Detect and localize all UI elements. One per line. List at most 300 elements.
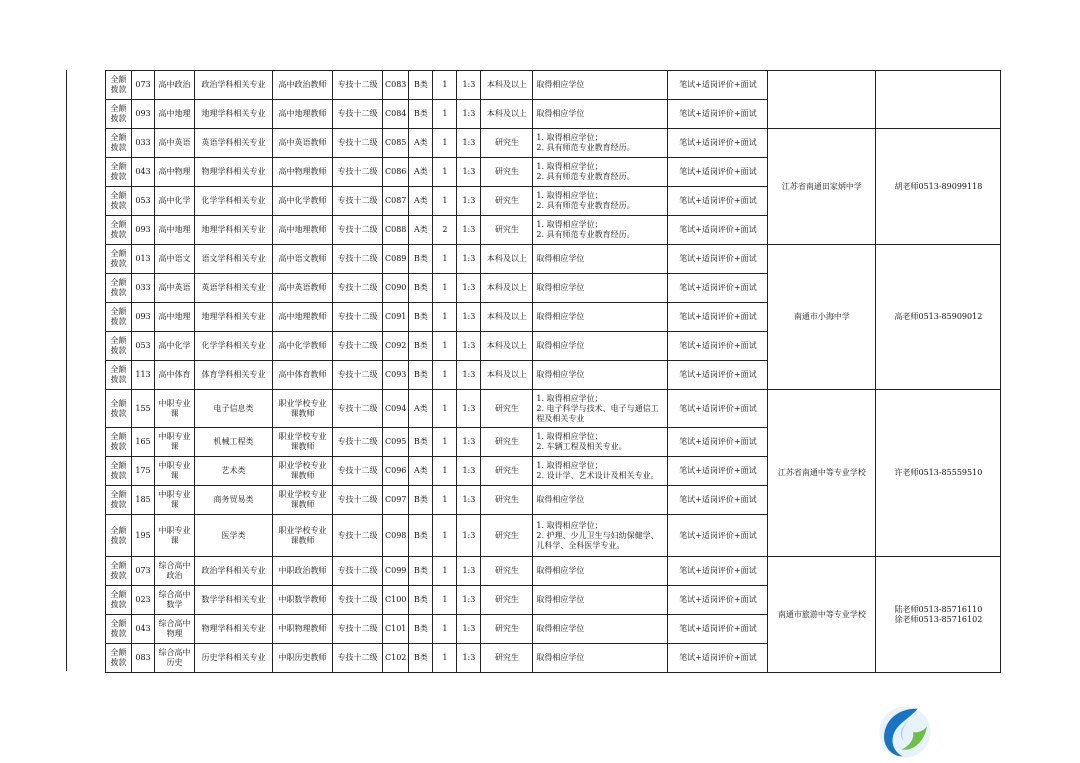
cell-education: 研究生 [481, 187, 533, 216]
cell-code: 053 [132, 187, 155, 216]
cell-ratio: 1:3 [457, 187, 481, 216]
cell-count: 1 [433, 586, 457, 615]
cell-level: 专技十二级 [333, 615, 383, 644]
cell-requirements [533, 428, 668, 457]
cell-pos-code: C094 [383, 390, 409, 428]
cell-education: 本科及以上 [481, 274, 533, 303]
cell-position: 高中化学教师 [273, 332, 333, 361]
cell-subject: 综合高中政治 [155, 557, 195, 586]
cell-code: 165 [132, 428, 155, 457]
cell-contact [876, 71, 1001, 129]
cell-subject: 高中地理 [155, 216, 195, 245]
cell-exam: 笔试+适岗评价+面试 [668, 557, 768, 586]
cell-funding: 全额拨款 [106, 158, 132, 187]
cell-pos-code: C095 [383, 428, 409, 457]
cell-level: 专技十二级 [333, 361, 383, 390]
cell-requirements [533, 586, 668, 615]
requirement-line: 2. 电子科学与技术、电子与通信工程及相关专业 [536, 403, 659, 423]
cell-subject: 中职专业课 [155, 515, 195, 557]
table-row [106, 129, 1001, 158]
cell-funding: 全额拨款 [106, 486, 132, 515]
cell-requirements [533, 457, 668, 486]
cell-major: 物理学科相关专业 [195, 615, 273, 644]
cell-position: 高中语文教师 [273, 245, 333, 274]
cell-position: 高中化学教师 [273, 187, 333, 216]
cell-major: 政治学科相关专业 [195, 71, 273, 100]
cell-count: 1 [433, 361, 457, 390]
cell-pos-code: C084 [383, 100, 409, 129]
cell-subject: 中职专业课 [155, 428, 195, 457]
requirement-line: 1. 取得相应学位； [536, 520, 603, 530]
cell-subject: 高中地理 [155, 100, 195, 129]
cell-subject: 高中体育 [155, 361, 195, 390]
requirement-line: 取得相应学位 [536, 254, 585, 263]
cell-category: B类 [409, 303, 433, 332]
cell-education: 研究生 [481, 586, 533, 615]
requirement-line: 取得相应学位 [536, 80, 585, 89]
contact-line: 陆老师0513-85716110 [894, 604, 983, 614]
cell-pos-code: C090 [383, 274, 409, 303]
cell-major: 体育学科相关专业 [195, 361, 273, 390]
cell-code: 033 [132, 274, 155, 303]
cell-code: 043 [132, 158, 155, 187]
cell-subject: 高中英语 [155, 129, 195, 158]
cell-category: B类 [409, 332, 433, 361]
cell-count: 1 [433, 557, 457, 586]
cell-requirements [533, 644, 668, 673]
cell-major: 化学学科相关专业 [195, 332, 273, 361]
cell-pos-code: C086 [383, 158, 409, 187]
cell-education: 本科及以上 [481, 361, 533, 390]
cell-ratio: 1:3 [457, 644, 481, 673]
cell-ratio: 1:3 [457, 361, 481, 390]
cell-code: 053 [132, 332, 155, 361]
cell-major: 语文学科相关专业 [195, 245, 273, 274]
cell-level: 专技十二级 [333, 457, 383, 486]
cell-count: 1 [433, 644, 457, 673]
cell-subject: 高中英语 [155, 274, 195, 303]
cell-ratio: 1:3 [457, 274, 481, 303]
cell-requirements [533, 100, 668, 129]
cell-exam: 笔试+适岗评价+面试 [668, 332, 768, 361]
cell-category: A类 [409, 129, 433, 158]
cell-code: 113 [132, 361, 155, 390]
cell-ratio: 1:3 [457, 303, 481, 332]
requirement-line: 2. 具有师范专业教育经历。 [536, 201, 635, 210]
cell-subject: 高中语文 [155, 245, 195, 274]
cell-exam: 笔试+适岗评价+面试 [668, 428, 768, 457]
cell-ratio: 1:3 [457, 457, 481, 486]
cell-education: 研究生 [481, 557, 533, 586]
cell-count: 1 [433, 245, 457, 274]
cell-major: 医学类 [195, 515, 273, 557]
cell-school: 江苏省南通田家炳中学 [768, 129, 876, 245]
requirement-line: 取得相应学位 [536, 495, 585, 504]
cell-funding: 全额拨款 [106, 361, 132, 390]
cell-level: 专技十二级 [333, 216, 383, 245]
cell-position: 高中地理教师 [273, 100, 333, 129]
requirement-line: 1. 取得相应学位； [536, 133, 603, 142]
cell-pos-code: C088 [383, 216, 409, 245]
cell-level: 专技十二级 [333, 274, 383, 303]
cell-requirements [533, 486, 668, 515]
cell-ratio: 1:3 [457, 129, 481, 158]
cell-education: 本科及以上 [481, 100, 533, 129]
cell-ratio: 1:3 [457, 71, 481, 100]
cell-major: 地理学科相关专业 [195, 216, 273, 245]
cell-contact [876, 129, 1001, 245]
table-row [106, 390, 1001, 428]
cell-exam: 笔试+适岗评价+面试 [668, 187, 768, 216]
cell-category: A类 [409, 390, 433, 428]
cell-position: 高中政治教师 [273, 71, 333, 100]
cell-requirements [533, 274, 668, 303]
cell-exam: 笔试+适岗评价+面试 [668, 457, 768, 486]
cell-funding: 全额拨款 [106, 557, 132, 586]
cell-requirements [533, 158, 668, 187]
requirement-line: 2. 设计学、艺术设计及相关专业。 [536, 471, 659, 480]
cell-major: 机械工程类 [195, 428, 273, 457]
contact-line: 高老师0513-85909012 [894, 312, 983, 321]
cell-funding: 全额拨款 [106, 303, 132, 332]
cell-category: B类 [409, 615, 433, 644]
cell-subject: 中职专业课 [155, 486, 195, 515]
cell-ratio: 1:3 [457, 515, 481, 557]
cell-count: 1 [433, 390, 457, 428]
cell-code: 073 [132, 71, 155, 100]
cell-count: 2 [433, 216, 457, 245]
cell-contact [876, 245, 1001, 390]
cell-position: 职业学校专业课教师 [273, 515, 333, 557]
cell-ratio: 1:3 [457, 557, 481, 586]
requirement-line: 1. 取得相应学位； [536, 162, 603, 171]
cell-major: 政治学科相关专业 [195, 557, 273, 586]
requirement-line: 取得相应学位 [536, 370, 585, 379]
cell-exam: 笔试+适岗评价+面试 [668, 274, 768, 303]
cell-pos-code: C100 [383, 586, 409, 615]
cell-category: B类 [409, 486, 433, 515]
cell-subject: 中职专业课 [155, 457, 195, 486]
cell-education: 本科及以上 [481, 71, 533, 100]
cell-requirements [533, 303, 668, 332]
cell-education: 研究生 [481, 515, 533, 557]
cell-funding: 全额拨款 [106, 274, 132, 303]
cell-count: 1 [433, 100, 457, 129]
cell-subject: 高中物理 [155, 158, 195, 187]
page-margin-rule [66, 70, 67, 671]
requirement-line: 1. 取得相应学位； [536, 461, 603, 470]
cell-position: 高中地理教师 [273, 216, 333, 245]
cell-level: 专技十二级 [333, 486, 383, 515]
cell-position: 高中英语教师 [273, 274, 333, 303]
cell-education: 本科及以上 [481, 332, 533, 361]
cell-exam: 笔试+适岗评价+面试 [668, 245, 768, 274]
cell-pos-code: C089 [383, 245, 409, 274]
cell-school: 南通市旅游中等专业学校 [768, 557, 876, 673]
cell-requirements [533, 615, 668, 644]
cell-category: A类 [409, 158, 433, 187]
cell-count: 1 [433, 428, 457, 457]
cell-requirements [533, 129, 668, 158]
cell-ratio: 1:3 [457, 428, 481, 457]
cell-education: 本科及以上 [481, 245, 533, 274]
cell-pos-code: C102 [383, 644, 409, 673]
cell-position: 职业学校专业课教师 [273, 457, 333, 486]
cell-exam: 笔试+适岗评价+面试 [668, 71, 768, 100]
cell-education: 研究生 [481, 428, 533, 457]
cell-exam: 笔试+适岗评价+面试 [668, 100, 768, 129]
cell-exam: 笔试+适岗评价+面试 [668, 158, 768, 187]
contact-line: 胡老师0513-89099118 [894, 181, 983, 191]
cell-level: 专技十二级 [333, 332, 383, 361]
cell-funding: 全额拨款 [106, 586, 132, 615]
cell-requirements [533, 245, 668, 274]
cell-code: 195 [132, 515, 155, 557]
cell-funding: 全额拨款 [106, 515, 132, 557]
cell-exam: 笔试+适岗评价+面试 [668, 216, 768, 245]
requirement-line: 2. 具有师范专业教育经历。 [536, 143, 635, 152]
cell-exam: 笔试+适岗评价+面试 [668, 515, 768, 557]
cell-exam: 笔试+适岗评价+面试 [668, 615, 768, 644]
cell-subject: 综合高中物理 [155, 615, 195, 644]
cell-pos-code: C087 [383, 187, 409, 216]
cell-category: B类 [409, 586, 433, 615]
cell-requirements [533, 557, 668, 586]
cell-education: 研究生 [481, 216, 533, 245]
cell-funding: 全额拨款 [106, 100, 132, 129]
cell-count: 1 [433, 486, 457, 515]
cell-requirements [533, 216, 668, 245]
cell-level: 专技十二级 [333, 586, 383, 615]
contact-line: 徐老师0513-85716102 [894, 614, 983, 624]
table-body [106, 71, 1001, 673]
cell-position: 中职物理教师 [273, 615, 333, 644]
requirement-line: 取得相应学位 [536, 595, 585, 604]
cell-level: 专技十二级 [333, 245, 383, 274]
cell-pos-code: C098 [383, 515, 409, 557]
cell-position: 高中物理教师 [273, 158, 333, 187]
cell-position: 高中地理教师 [273, 303, 333, 332]
cell-count: 1 [433, 303, 457, 332]
cell-count: 1 [433, 187, 457, 216]
requirement-line: 取得相应学位 [536, 341, 585, 350]
cell-category: A类 [409, 187, 433, 216]
cell-category: B类 [409, 557, 433, 586]
cell-category: B类 [409, 515, 433, 557]
cell-pos-code: C085 [383, 129, 409, 158]
cell-level: 专技十二级 [333, 303, 383, 332]
leaf-swirl-logo-icon [876, 703, 934, 761]
cell-code: 083 [132, 644, 155, 673]
cell-pos-code: C091 [383, 303, 409, 332]
cell-funding: 全额拨款 [106, 129, 132, 158]
cell-code: 033 [132, 129, 155, 158]
cell-category: A类 [409, 457, 433, 486]
cell-code: 093 [132, 100, 155, 129]
cell-funding: 全额拨款 [106, 245, 132, 274]
cell-code: 093 [132, 303, 155, 332]
cell-exam: 笔试+适岗评价+面试 [668, 486, 768, 515]
cell-subject: 高中化学 [155, 187, 195, 216]
cell-major: 艺术类 [195, 457, 273, 486]
contact-line: 许老师0513-85559510 [894, 468, 983, 477]
requirement-line: 取得相应学位 [536, 653, 585, 662]
cell-education: 研究生 [481, 158, 533, 187]
cell-exam: 笔试+适岗评价+面试 [668, 586, 768, 615]
requirement-line: 1. 取得相应学位； [536, 432, 603, 441]
cell-subject: 高中政治 [155, 71, 195, 100]
cell-major: 物理学科相关专业 [195, 158, 273, 187]
cell-funding: 全额拨款 [106, 457, 132, 486]
cell-level: 专技十二级 [333, 390, 383, 428]
requirement-line: 取得相应学位 [536, 109, 585, 118]
requirement-line: 2. 护理、少儿卫生与妇幼保健学、儿科学、全科医学专业。 [536, 530, 659, 550]
cell-category: B类 [409, 361, 433, 390]
cell-requirements [533, 515, 668, 557]
cell-position: 高中体育教师 [273, 361, 333, 390]
cell-position: 中职政治教师 [273, 557, 333, 586]
requirement-line: 取得相应学位 [536, 566, 585, 575]
cell-education: 研究生 [481, 644, 533, 673]
cell-pos-code: C099 [383, 557, 409, 586]
cell-major: 英语学科相关专业 [195, 129, 273, 158]
cell-exam: 笔试+适岗评价+面试 [668, 390, 768, 428]
cell-requirements [533, 71, 668, 100]
cell-requirements [533, 390, 668, 428]
cell-level: 专技十二级 [333, 644, 383, 673]
cell-exam: 笔试+适岗评价+面试 [668, 361, 768, 390]
cell-count: 1 [433, 332, 457, 361]
cell-major: 地理学科相关专业 [195, 100, 273, 129]
requirement-line: 2. 具有师范专业教育经历。 [536, 230, 635, 239]
cell-category: B类 [409, 428, 433, 457]
cell-ratio: 1:3 [457, 100, 481, 129]
cell-count: 1 [433, 615, 457, 644]
cell-funding: 全额拨款 [106, 71, 132, 100]
cell-major: 电子信息类 [195, 390, 273, 428]
cell-ratio: 1:3 [457, 586, 481, 615]
cell-count: 1 [433, 158, 457, 187]
cell-level: 专技十二级 [333, 129, 383, 158]
cell-funding: 全额拨款 [106, 390, 132, 428]
requirement-line: 2. 具有师范专业教育经历。 [536, 172, 635, 181]
cell-major: 化学学科相关专业 [195, 187, 273, 216]
cell-school: 南通市小海中学 [768, 245, 876, 390]
cell-funding: 全额拨款 [106, 428, 132, 457]
cell-category: A类 [409, 216, 433, 245]
requirement-line: 取得相应学位 [536, 283, 585, 292]
requirement-line: 取得相应学位 [536, 312, 585, 321]
cell-requirements [533, 332, 668, 361]
cell-count: 1 [433, 515, 457, 557]
cell-major: 商务贸易类 [195, 486, 273, 515]
cell-position: 高中英语教师 [273, 129, 333, 158]
cell-code: 013 [132, 245, 155, 274]
cell-subject: 综合高中数学 [155, 586, 195, 615]
cell-position: 职业学校专业课教师 [273, 428, 333, 457]
cell-subject: 高中地理 [155, 303, 195, 332]
cell-funding: 全额拨款 [106, 644, 132, 673]
cell-position: 职业学校专业课教师 [273, 486, 333, 515]
cell-requirements [533, 187, 668, 216]
cell-count: 1 [433, 274, 457, 303]
cell-ratio: 1:3 [457, 158, 481, 187]
recruitment-table [105, 70, 1001, 673]
requirement-line: 1. 取得相应学位； [536, 191, 603, 200]
cell-code: 093 [132, 216, 155, 245]
cell-category: B类 [409, 245, 433, 274]
cell-position: 职业学校专业课教师 [273, 390, 333, 428]
cell-education: 研究生 [481, 390, 533, 428]
cell-pos-code: C096 [383, 457, 409, 486]
cell-code: 073 [132, 557, 155, 586]
cell-funding: 全额拨款 [106, 615, 132, 644]
cell-pos-code: C093 [383, 361, 409, 390]
cell-code: 023 [132, 586, 155, 615]
cell-education: 本科及以上 [481, 303, 533, 332]
cell-category: B类 [409, 71, 433, 100]
cell-exam: 笔试+适岗评价+面试 [668, 129, 768, 158]
cell-major: 英语学科相关专业 [195, 274, 273, 303]
cell-code: 175 [132, 457, 155, 486]
cell-level: 专技十二级 [333, 428, 383, 457]
cell-ratio: 1:3 [457, 486, 481, 515]
cell-code: 043 [132, 615, 155, 644]
cell-category: B类 [409, 274, 433, 303]
cell-code: 155 [132, 390, 155, 428]
table-row [106, 245, 1001, 274]
cell-education: 研究生 [481, 615, 533, 644]
cell-level: 专技十二级 [333, 557, 383, 586]
cell-exam: 笔试+适岗评价+面试 [668, 303, 768, 332]
cell-level: 专技十二级 [333, 158, 383, 187]
cell-level: 专技十二级 [333, 515, 383, 557]
cell-pos-code: C097 [383, 486, 409, 515]
cell-level: 专技十二级 [333, 100, 383, 129]
cell-count: 1 [433, 71, 457, 100]
cell-code: 185 [132, 486, 155, 515]
cell-contact [876, 557, 1001, 673]
cell-ratio: 1:3 [457, 245, 481, 274]
cell-ratio: 1:3 [457, 332, 481, 361]
requirement-line: 2. 车辆工程及相关专业。 [536, 442, 627, 451]
cell-requirements [533, 361, 668, 390]
cell-category: B类 [409, 644, 433, 673]
cell-major: 数学学科相关专业 [195, 586, 273, 615]
cell-position: 中职历史教师 [273, 644, 333, 673]
cell-ratio: 1:3 [457, 390, 481, 428]
cell-ratio: 1:3 [457, 216, 481, 245]
table-row [106, 71, 1001, 100]
requirement-line: 取得相应学位 [536, 624, 585, 633]
cell-funding: 全额拨款 [106, 332, 132, 361]
cell-funding: 全额拨款 [106, 187, 132, 216]
cell-contact [876, 390, 1001, 557]
requirement-line: 1. 取得相应学位； [536, 393, 603, 403]
cell-education: 研究生 [481, 486, 533, 515]
cell-subject: 高中化学 [155, 332, 195, 361]
cell-level: 专技十二级 [333, 187, 383, 216]
cell-subject: 综合高中历史 [155, 644, 195, 673]
cell-pos-code: C101 [383, 615, 409, 644]
cell-education: 研究生 [481, 129, 533, 158]
cell-school: 江苏省南通中等专业学校 [768, 390, 876, 557]
cell-pos-code: C083 [383, 71, 409, 100]
cell-category: B类 [409, 100, 433, 129]
cell-level: 专技十二级 [333, 71, 383, 100]
cell-school [768, 71, 876, 129]
cell-pos-code: C092 [383, 332, 409, 361]
